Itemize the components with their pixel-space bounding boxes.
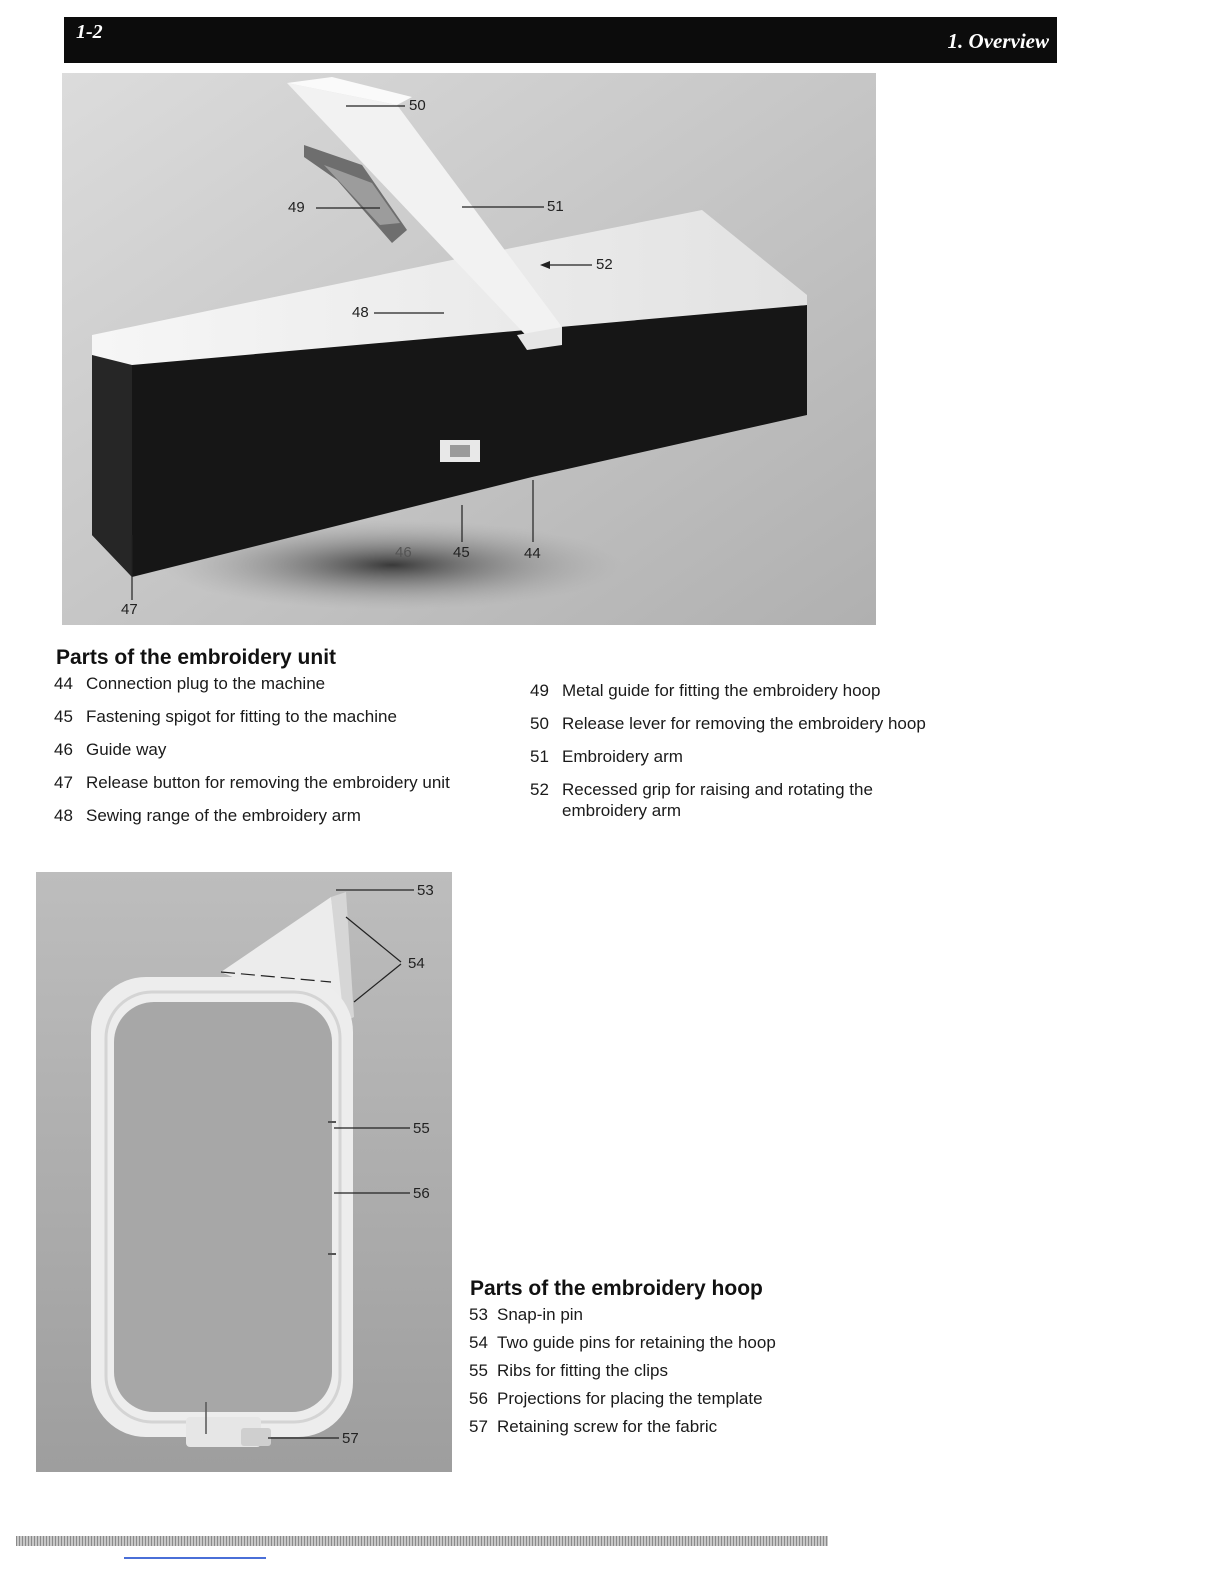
item-number: 53 [469,1305,488,1324]
hoop-parts-title: Parts of the embroidery hoop [470,1277,763,1300]
list-item [530,746,960,767]
item-number: 46 [54,740,73,759]
item-text: Release button for removing the embroidery unit [86,773,450,792]
item-text: Sewing range of the embroidery arm [86,806,361,825]
item-text: Release lever for removing the embroidery hoop [562,714,926,733]
list-item [530,713,960,734]
item-number: 52 [530,780,549,799]
item-text: Snap-in pin [497,1305,584,1324]
item-text: Fastening spigot for fitting to the machine [86,707,397,726]
list-item [469,1332,889,1353]
list-item [469,1360,889,1381]
list-item [54,706,514,727]
callout-49: 49 [288,199,305,216]
embroidery-hoop-photo [36,872,452,1472]
callout-53: 53 [417,882,434,899]
list-item [530,680,960,701]
item-number: 47 [54,773,73,792]
item-text: Connection plug to the machine [86,674,326,693]
hoop-parts-list [469,1304,889,1437]
item-text: Guide way [86,740,167,759]
item-number: 49 [530,681,549,700]
callout-55: 55 [413,1120,430,1137]
callout-44: 44 [524,545,541,562]
item-number: 44 [54,674,73,693]
callout-45: 45 [453,544,470,561]
item-text: Recessed grip for raising and rotating the embroidery arm [562,780,873,820]
embroidery-unit-photo [62,65,876,625]
item-number: 55 [469,1361,488,1380]
embroidery-unit-illustration [62,65,876,625]
item-text: Projections for placing the template [497,1389,763,1408]
item-number: 45 [54,707,73,726]
callout-54: 54 [408,955,425,972]
item-number: 54 [469,1333,488,1352]
list-item [469,1416,889,1437]
callout-51: 51 [547,198,564,215]
unit-parts-title: Parts of the embroidery unit [56,646,337,669]
list-item [54,673,514,694]
callout-57: 57 [342,1430,359,1447]
callout-46: 46 [395,544,412,561]
embroidery-hoop-illustration [36,872,452,1472]
footer-rule [124,1557,266,1559]
item-text: Metal guide for fitting the embroidery hoop [562,681,881,700]
item-number: 57 [469,1417,488,1436]
footer-divider [16,1536,828,1546]
page-header [64,17,1057,63]
unit-parts-list-right [530,680,960,821]
list-item [54,739,514,760]
item-number: 56 [469,1389,488,1408]
callout-56: 56 [413,1185,430,1202]
item-text: Ribs for fitting the clips [497,1361,669,1380]
chapter-title: 1. Overview [947,29,1049,53]
item-text: Two guide pins for retaining the hoop [497,1333,776,1352]
list-item [469,1304,889,1325]
item-text: Retaining screw for the fabric [497,1417,718,1436]
item-number: 51 [530,747,549,766]
list-item [530,779,902,821]
list-item [54,772,514,793]
list-item [469,1388,889,1409]
page-number: 1-2 [76,21,103,43]
item-text: Embroidery arm [562,747,683,766]
unit-parts-list-left [54,673,514,826]
callout-48: 48 [352,304,369,321]
item-number: 50 [530,714,549,733]
callout-50: 50 [409,97,426,114]
item-number: 48 [54,806,73,825]
callout-47: 47 [121,601,138,618]
list-item [54,805,514,826]
callout-52: 52 [596,256,613,273]
